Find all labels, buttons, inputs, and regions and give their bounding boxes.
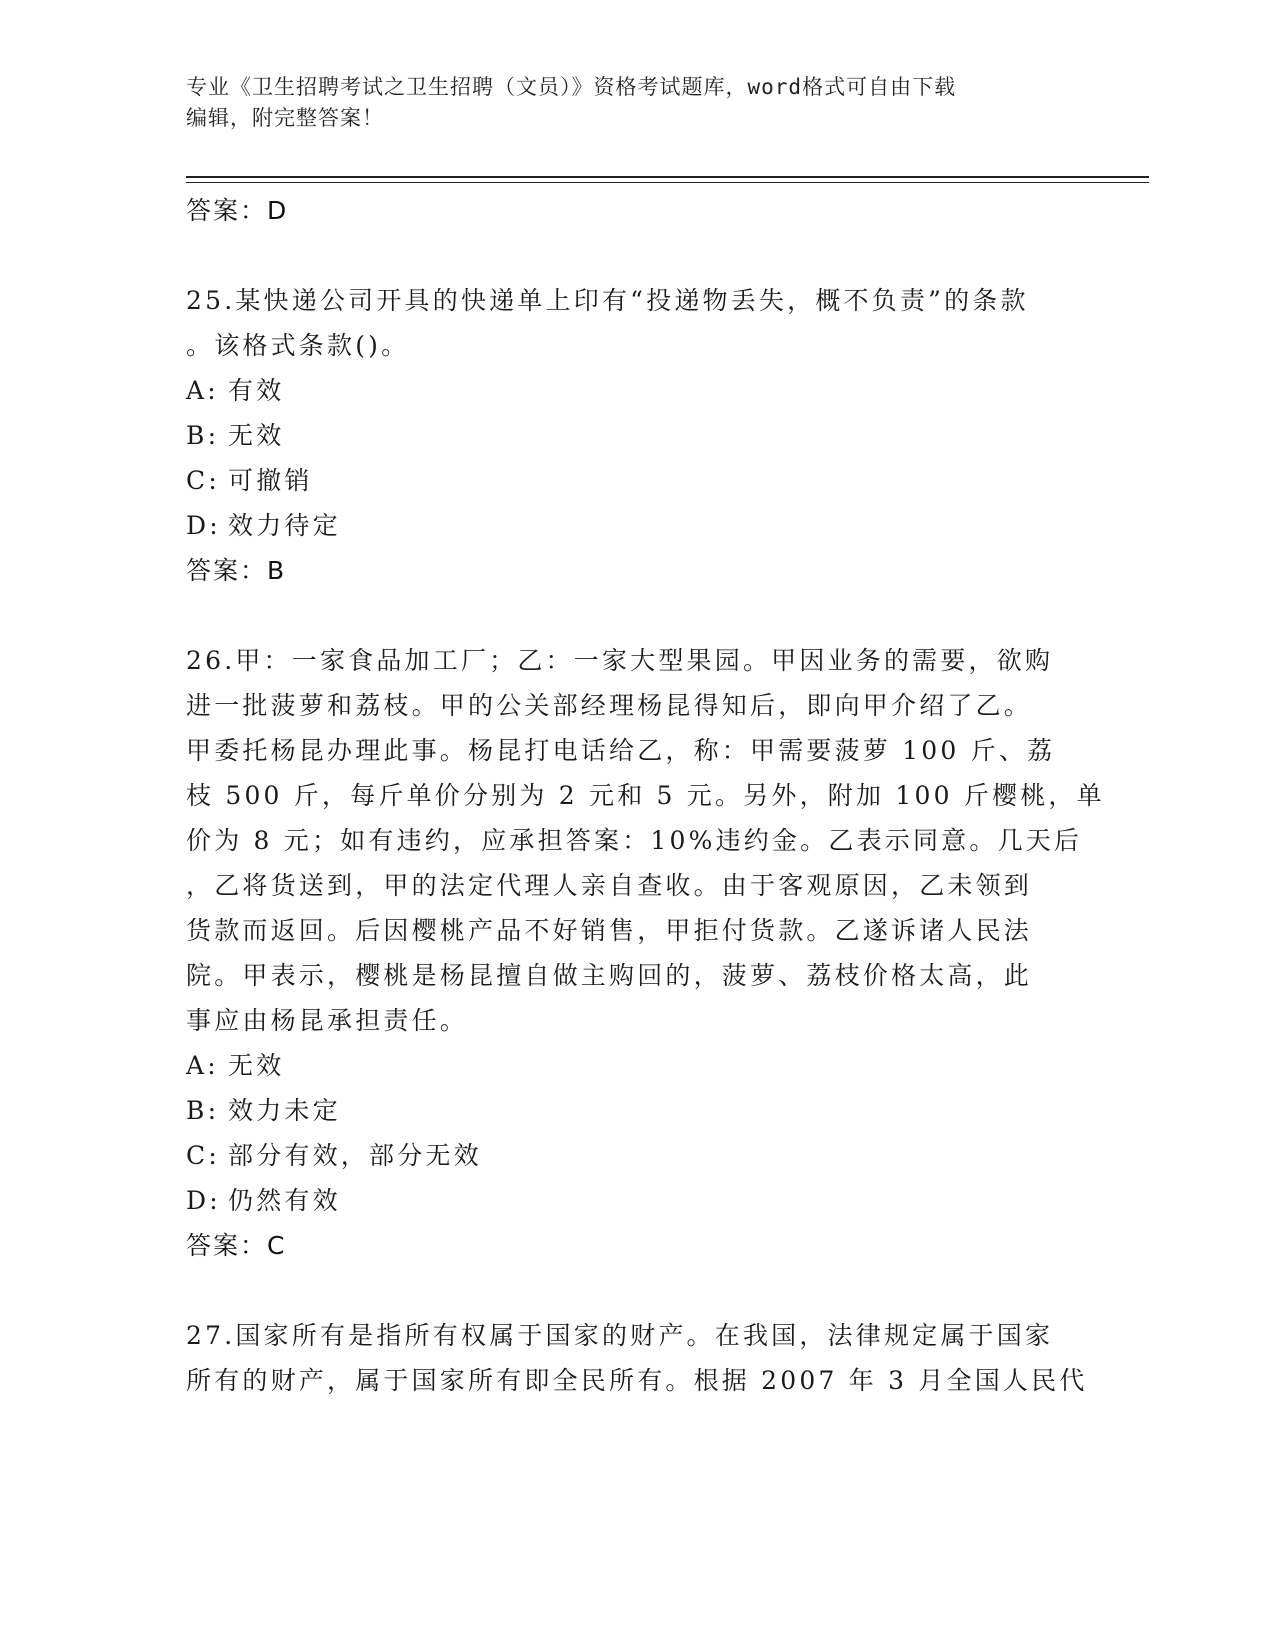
option-b	[186, 413, 1066, 458]
spacer	[186, 1268, 1066, 1313]
question-text-line: 院。甲表示，樱桃是杨昆擅自做主购回的，菠萝、荔枝价格太高，此	[186, 961, 1033, 990]
header-line-1: 专业《卫生招聘考试之卫生招聘（文员）》资格考试题库，word格式可自由下载	[186, 75, 957, 99]
option-d	[186, 503, 1066, 548]
question-content	[186, 188, 1105, 1403]
document-header	[186, 72, 1066, 134]
question-text-line: 所有的财产，属于国家所有即全民所有。根据 2007 年 3 月全国人民代	[186, 1366, 1088, 1395]
option-text: 部分有效，部分无效	[228, 1141, 482, 1170]
question-text-line: 26.甲：一家食品加工厂；乙：一家大型果园。甲因业务的需要，欲购	[186, 646, 1054, 675]
question-answer: 答案：C	[186, 1231, 287, 1260]
question-text-line: ，乙将货送到，甲的法定代理人亲自查收。由于客观原因，乙未领到	[186, 871, 1033, 900]
question-27	[186, 1313, 1088, 1403]
option-text: 无效	[228, 421, 285, 450]
option-key: C:	[186, 466, 220, 495]
spacer	[186, 233, 1066, 278]
option-text: 无效	[228, 1051, 285, 1080]
header-line-2: 编辑，附完整答案！	[186, 106, 384, 130]
option-text: 效力未定	[228, 1096, 341, 1125]
question-text-line: 27.国家所有是指所有权属于国家的财产。在我国，法律规定属于国家	[186, 1321, 1054, 1350]
previous-answer: 答案：D	[186, 196, 289, 225]
option-key: C:	[186, 1141, 220, 1170]
option-key: D:	[186, 511, 221, 540]
question-26	[186, 638, 1105, 1268]
option-a	[186, 368, 1066, 413]
question-text-line: 甲委托杨昆办理此事。杨昆打电话给乙，称：甲需要菠萝 100 斤、荔	[186, 736, 1056, 765]
header-divider-thin	[186, 182, 1149, 183]
option-c	[186, 1133, 1066, 1178]
header-divider-thick	[186, 176, 1149, 178]
question-text-line: 货款而返回。后因樱桃产品不好销售，甲拒付货款。乙遂诉诸人民法	[186, 916, 1033, 945]
question-text-line: 25.某快递公司开具的快递单上印有“投递物丢失，概不负责”的条款	[186, 286, 1029, 315]
question-text-line: 枝 500 斤，每斤单价分别为 2 元和 5 元。另外，附加 100 斤樱桃，单	[186, 781, 1105, 810]
option-text: 效力待定	[228, 511, 341, 540]
option-text: 仍然有效	[228, 1186, 341, 1215]
option-text: 有效	[228, 376, 285, 405]
option-a	[186, 1043, 1066, 1088]
question-text-line: 。该格式条款()。	[186, 331, 410, 360]
option-b	[186, 1088, 1066, 1133]
option-key: D:	[186, 1186, 221, 1215]
option-key: B:	[186, 1096, 220, 1125]
option-d	[186, 1178, 1066, 1223]
option-key: B:	[186, 421, 220, 450]
question-answer: 答案：B	[186, 556, 287, 585]
option-c	[186, 458, 1066, 503]
option-text: 可撤销	[228, 466, 313, 495]
question-text-line: 价为 8 元；如有违约，应承担答案：10%违约金。乙表示同意。几天后	[186, 826, 1083, 855]
option-key: A:	[186, 376, 219, 405]
question-25	[186, 278, 1066, 593]
spacer	[186, 593, 1066, 638]
question-text-line: 事应由杨昆承担责任。	[186, 1006, 469, 1035]
question-text-line: 进一批菠萝和荔枝。甲的公关部经理杨昆得知后，即向甲介绍了乙。	[186, 691, 1033, 720]
option-key: A:	[186, 1051, 219, 1080]
